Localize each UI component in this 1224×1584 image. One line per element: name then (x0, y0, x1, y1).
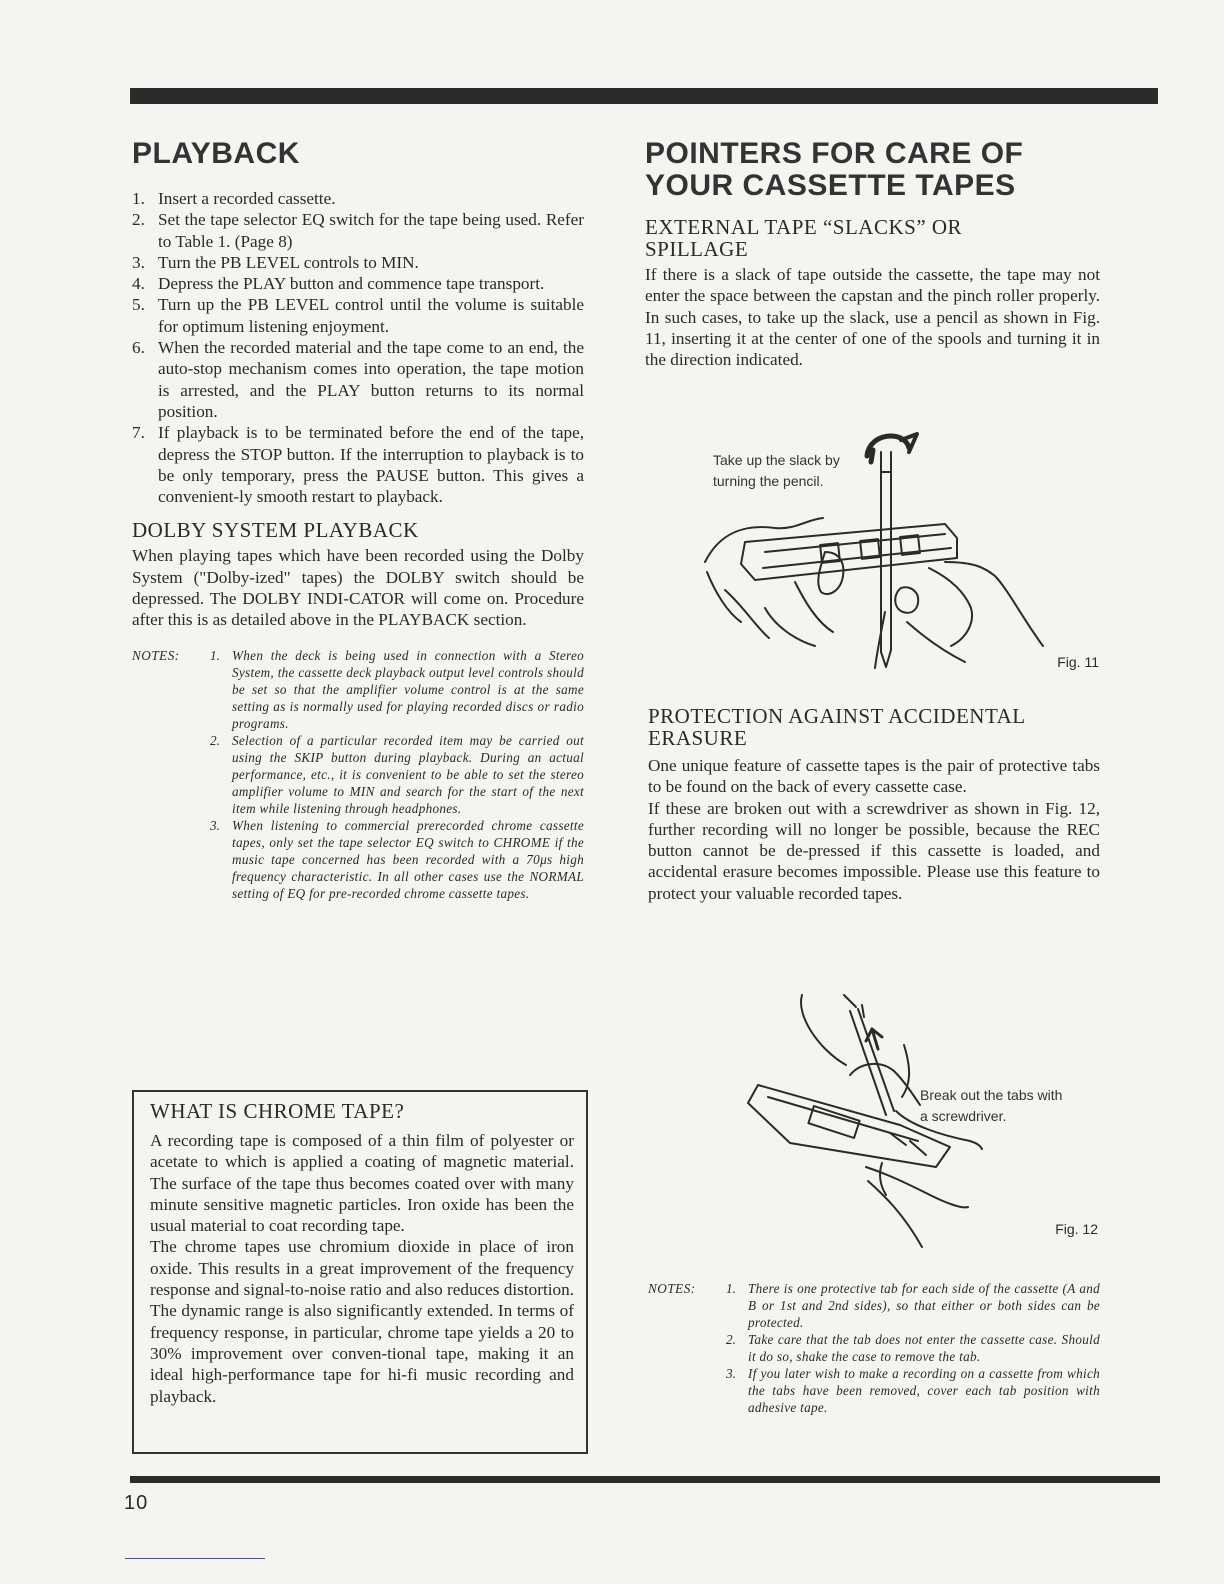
figure-12 (650, 985, 1102, 1255)
slack-text: If there is a slack of tape outside the cassette, the tape may not enter the space between the capstan and the pinch roller properly. In such cases, to take up the slack, use a pencil as shown in Fig. 11, inserting it at the center of one of the spools and turning it in the direction indicated. (645, 265, 1100, 370)
chrome-box-title: WHAT IS CHROME TAPE? (150, 1099, 405, 1123)
note-item: 3. When listening to commercial prerecorded chrome cassette tapes, only set the tape selector EQ switch to CHROME if the music tape concerned has been recorded with a 70μs high frequency characteristic. In all other cases use the NORMAL setting of EQ for pre-recorded chrome cassette tapes. (210, 817, 584, 901)
list-item: 4. Depress the PLAY button and commence tape transport. (132, 274, 545, 294)
care-title-line-2: YOUR CASSETTE TAPES (645, 169, 1016, 202)
notes-left (132, 647, 584, 902)
list-item: 3. Turn the PB LEVEL controls to MIN. (132, 252, 419, 272)
slack-title: EXTERNAL TAPE “SLACKS” OR SPILLAGE (645, 215, 963, 261)
bottom-rule (130, 1476, 1160, 1483)
list-item: 1. Insert a recorded cassette. (132, 189, 336, 208)
notes-label: NOTES: (648, 1281, 696, 1296)
left-column (132, 134, 584, 902)
figure-11 (645, 412, 1105, 682)
protection-para-2: If these are broken out with a screwdriver as shown in Fig. 12, further recording will no longer be possible, because the REC button cannot be de-pressed if this cassette is loaded, and accidental erasure becomes impossible. Please use this feature to protect your valuable recorded tapes. (648, 798, 1100, 903)
underline-mark (125, 1558, 265, 1559)
chrome-tape-box (132, 1090, 588, 1454)
right-column (645, 134, 1100, 370)
protection-title: PROTECTION AGAINST ACCIDENTAL ERASURE (648, 704, 1025, 750)
fig12-caption: Fig. 12 (1055, 1221, 1098, 1237)
playback-steps (132, 188, 584, 507)
dolby-text: When playing tapes which have been recorded using the Dolby System ("Dolby-ized" tapes) the DOLBY switch should be depressed. The DOLBY INDI-CATOR will come on. Procedure after this is as detailed above in the PLAYBACK section. (132, 546, 584, 630)
notes-label: NOTES: (132, 647, 180, 663)
care-title-line-1: POINTERS FOR CARE OF (645, 137, 1024, 170)
list-item: 7. If playback is to be terminated before the end of the tape, depress the STOP button. If the interruption to playback is to be only temporary, press the PAUSE button. This gives a convenient-ly smooth restart to playback. (132, 423, 584, 507)
fig11-label: Take up the slack by turning the pencil. (713, 452, 840, 489)
note-item: 2. Take care that the tab does not enter the cassette case. Should it do so, shake the case to remove the tab. (726, 1332, 1100, 1364)
dolby-title: DOLBY SYSTEM PLAYBACK (132, 518, 419, 543)
note-item: 1. When the deck is being used in connection with a Stereo System, the cassette deck playback output level controls should be set so that the amplifier volume control is at the same setting as is normally used for playing recorded discs or radio programs. (210, 647, 584, 731)
top-rule (130, 88, 1158, 104)
protection-para-1: One unique feature of cassette tapes is the pair of protective tabs to be found on the back of every cassette case. (648, 756, 1100, 797)
list-item: 5. Turn up the PB LEVEL control until the volume is suitable for optimum listening enjoyment. (132, 295, 584, 336)
chrome-para-1: A recording tape is composed of a thin film of polyester or acetate to which is applied a coating of magnetic material. The surface of the tape thus becomes coated over with many minute sensitive magnetic particles. Iron oxide has been the usual material to coat recording tape. (150, 1131, 574, 1236)
protection-section (648, 705, 1100, 904)
note-item: 1. There is one protective tab for each side of the cassette (A and B or 1st and 2nd sides), so that either or both sides can be protected. (726, 1281, 1100, 1330)
note-item: 3. If you later wish to make a recording on a cassette from which the tabs have been removed, cover each tab position with adhesive tape. (726, 1366, 1100, 1415)
list-item: 2. Set the tape selector EQ switch for the tape being used. Refer to Table 1. (Page 8) (132, 210, 584, 251)
chrome-para-2: The chrome tapes use chromium dioxide in place of iron oxide. This results in a great improvement of the frequency response and signal-to-noise ratio and also reduces distortion. The dynamic range is also significantly extended. In terms of frequency response, in particular, chrome tape yields a 20 to 30% improvement over conven-tional tape, making it an ideal high-performance tape for hi-fi music recording and playback. (150, 1237, 574, 1406)
note-item: 2. Selection of a particular recorded item may be carried out using the SKIP button during playback. During an actual performance, etc., it is convenient to be able to set the stereo amplifier volume to MIN and search for the start of the next item while listening through headphones. (210, 732, 584, 816)
list-item: 6. When the recorded material and the tape come to an end, the auto-stop mechanism comes into operation, the tape motion is arrested, and the PLAY button returns to its normal position. (132, 338, 584, 421)
page-number: 10 (124, 1492, 149, 1514)
fig12-label: Break out the tabs with a screwdriver. (920, 1087, 1063, 1124)
playback-title: PLAYBACK (132, 137, 300, 170)
fig11-caption: Fig. 11 (1057, 654, 1099, 670)
notes-right (648, 1280, 1100, 1416)
